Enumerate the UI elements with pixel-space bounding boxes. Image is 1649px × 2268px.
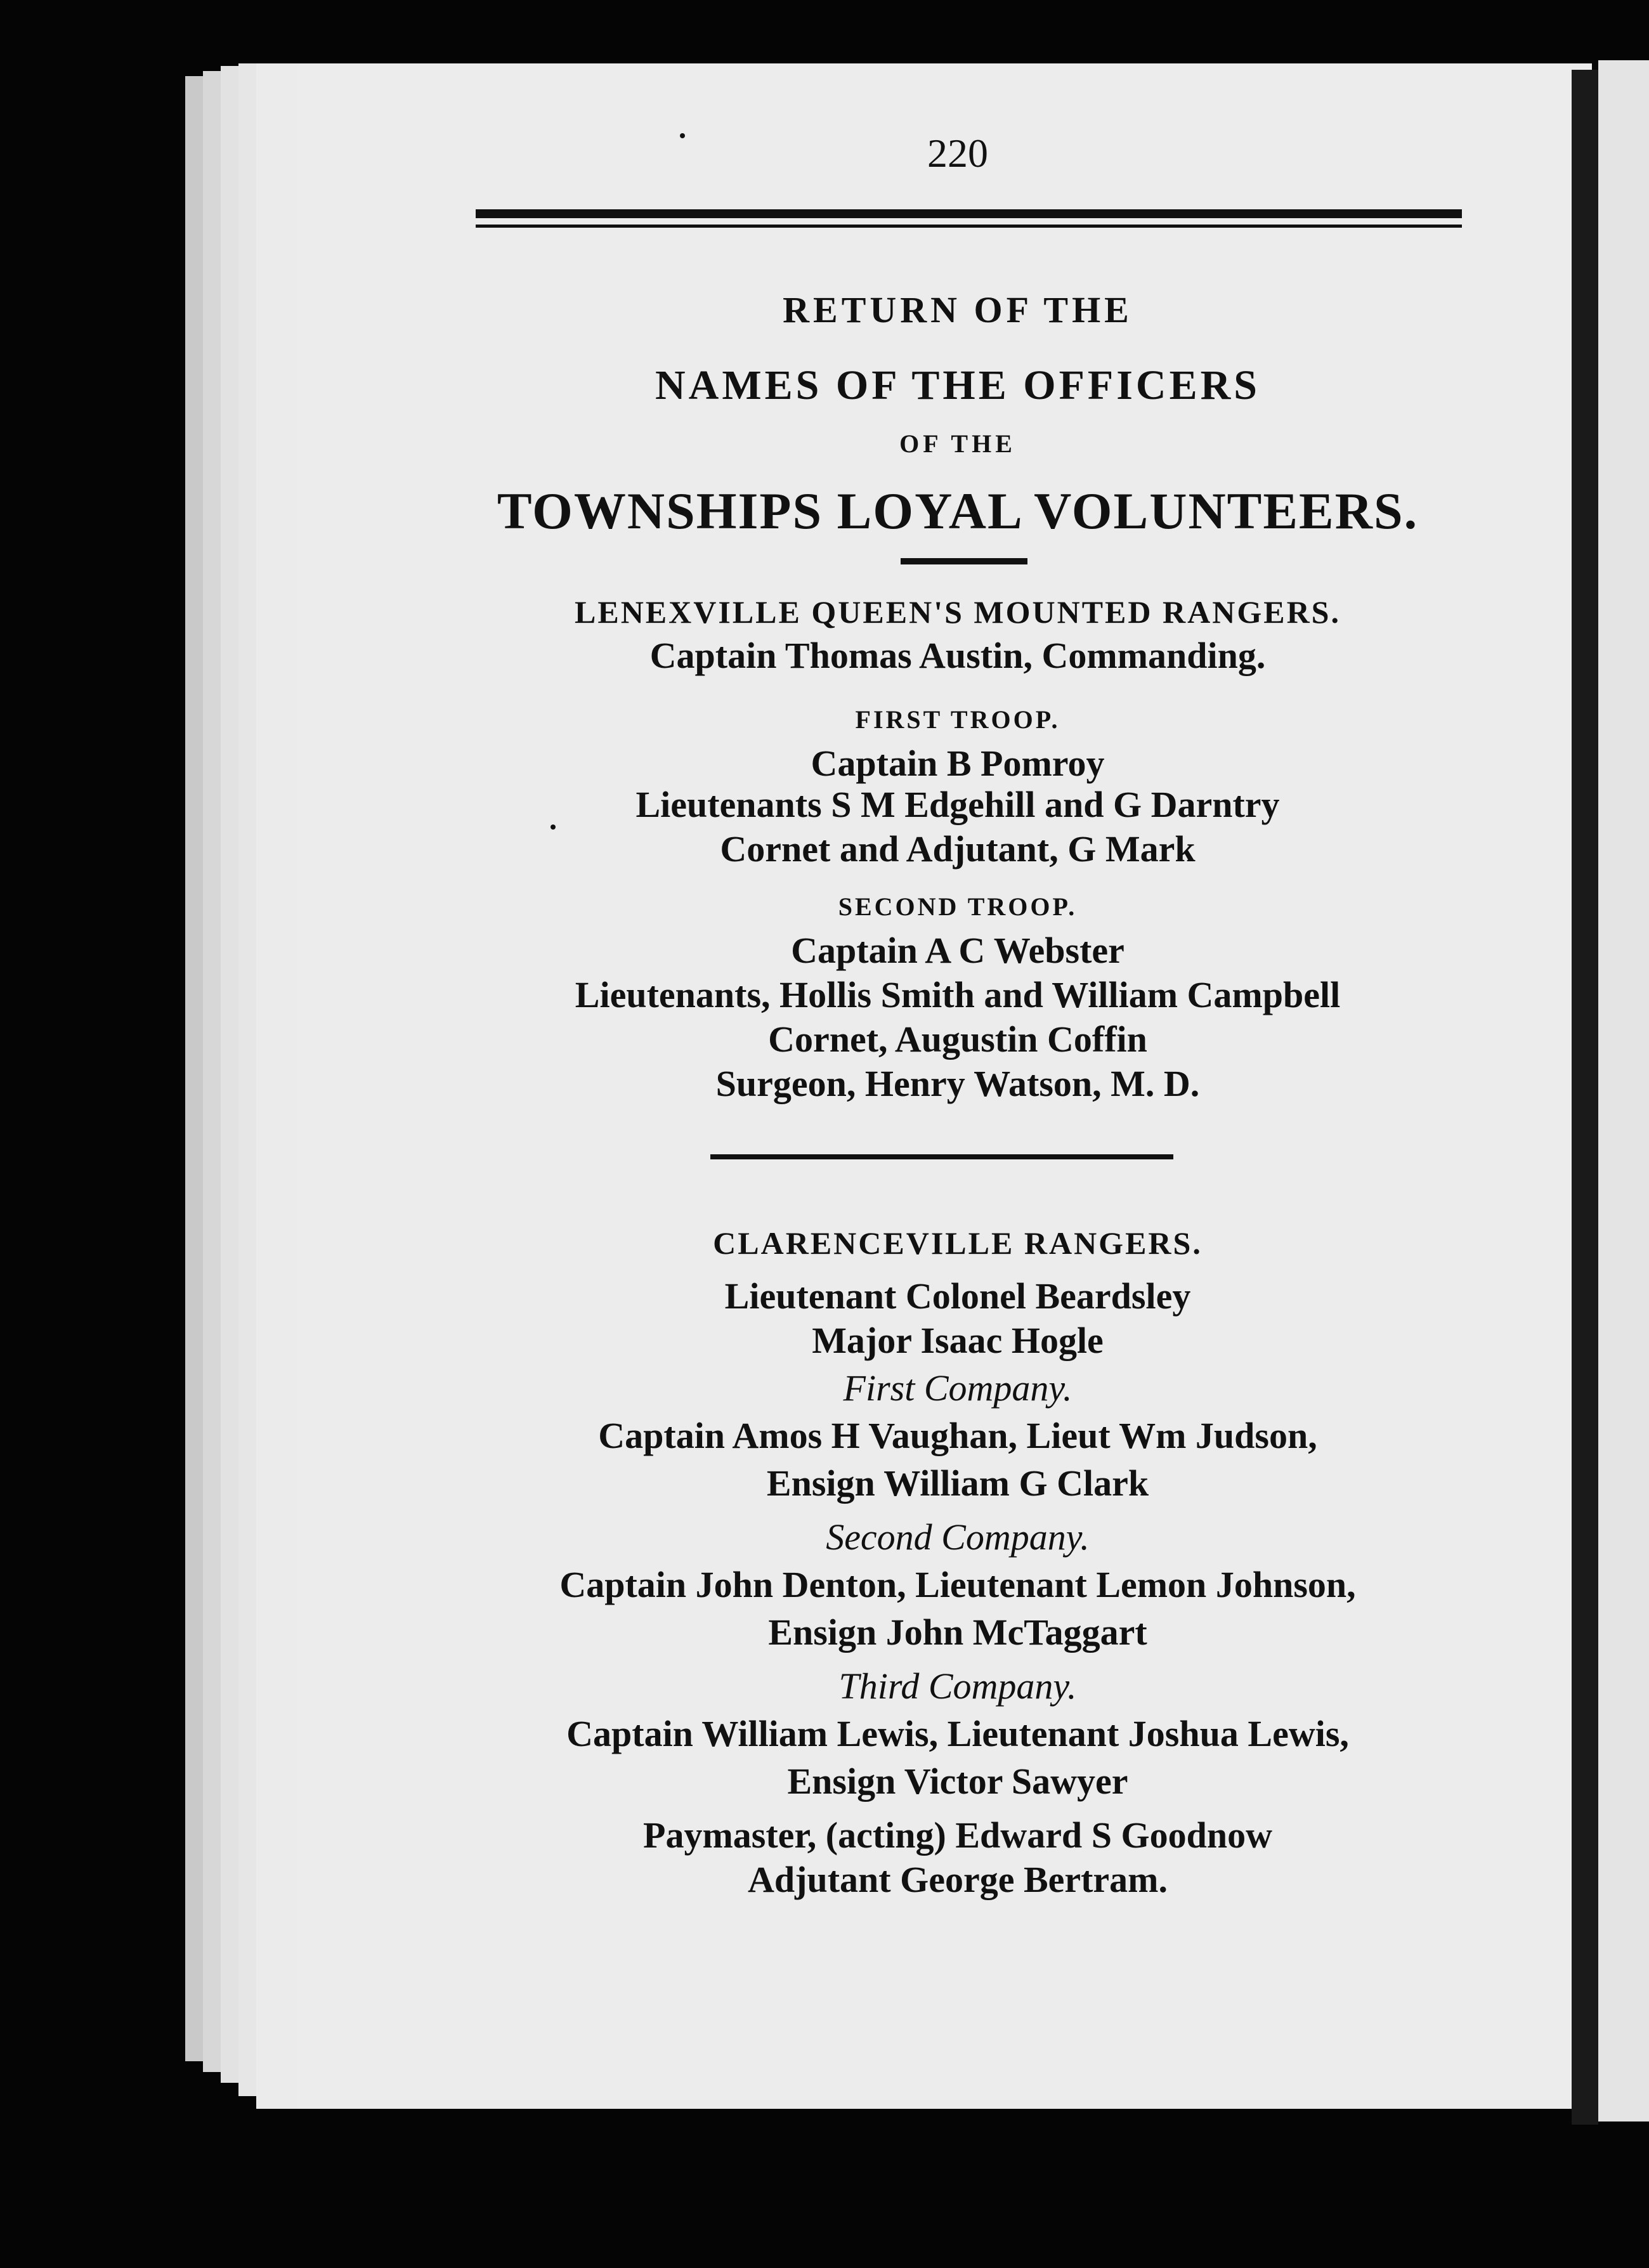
third-company-heading: Third Company. xyxy=(838,1665,1077,1707)
heading-line-3: OF THE xyxy=(899,429,1016,458)
first-company-line-2: Ensign William G Clark xyxy=(766,1463,1149,1504)
second-troop-cornet: Cornet, Augustin Coffin xyxy=(768,1019,1147,1060)
heading-title: TOWNSHIPS LOYAL VOLUNTEERS. xyxy=(497,482,1419,540)
paymaster: Paymaster, (acting) Edward S Goodnow xyxy=(643,1815,1272,1856)
second-company-heading: Second Company. xyxy=(826,1516,1090,1558)
lenexville-title: LENEXVILLE QUEEN'S MOUNTED RANGERS. xyxy=(575,594,1341,630)
section-divider xyxy=(710,1154,1173,1159)
page-number: 220 xyxy=(927,131,988,176)
header-rule-thin xyxy=(476,225,1462,228)
clarenceville-title: CLARENCEVILLE RANGERS. xyxy=(713,1225,1203,1261)
clarenceville-lt-colonel: Lieutenant Colonel Beardsley xyxy=(724,1275,1191,1317)
adjacent-page-edge xyxy=(1598,60,1649,2121)
first-company-line-1: Captain Amos H Vaughan, Lieut Wm Judson, xyxy=(598,1415,1317,1456)
lenexville-commander: Captain Thomas Austin, Commanding. xyxy=(649,635,1266,676)
third-company-line-2: Ensign Victor Sawyer xyxy=(787,1761,1128,1802)
ink-speck xyxy=(551,824,556,830)
second-troop-heading: SECOND TROOP. xyxy=(838,892,1078,921)
second-company-line-2: Ensign John McTaggart xyxy=(768,1612,1147,1653)
first-troop-cornet: Cornet and Adjutant, G Mark xyxy=(720,828,1196,870)
clarenceville-major: Major Isaac Hogle xyxy=(812,1320,1104,1361)
book-gutter xyxy=(1572,70,1598,2125)
adjutant: Adjutant George Bertram. xyxy=(748,1859,1168,1900)
first-company-heading: First Company. xyxy=(843,1367,1072,1409)
second-troop-captain: Captain A C Webster xyxy=(791,930,1124,971)
first-troop-lieutenants: Lieutenants S M Edgehill and G Darntry xyxy=(635,784,1280,825)
section-divider xyxy=(901,558,1027,564)
first-troop-heading: FIRST TROOP. xyxy=(855,705,1060,734)
third-company-line-1: Captain William Lewis, Lieutenant Joshua Lewis, xyxy=(566,1713,1349,1754)
header-rule xyxy=(476,209,1462,218)
heading-line-2: NAMES OF THE OFFICERS xyxy=(655,362,1260,408)
second-troop-lieutenants: Lieutenants, Hollis Smith and William Campbell xyxy=(575,974,1341,1015)
second-company-line-1: Captain John Denton, Lieutenant Lemon Johnson, xyxy=(559,1564,1356,1605)
first-troop-captain: Captain B Pomroy xyxy=(811,743,1105,784)
heading-line-1: RETURN OF THE xyxy=(783,289,1133,330)
second-troop-surgeon: Surgeon, Henry Watson, M. D. xyxy=(715,1063,1200,1104)
